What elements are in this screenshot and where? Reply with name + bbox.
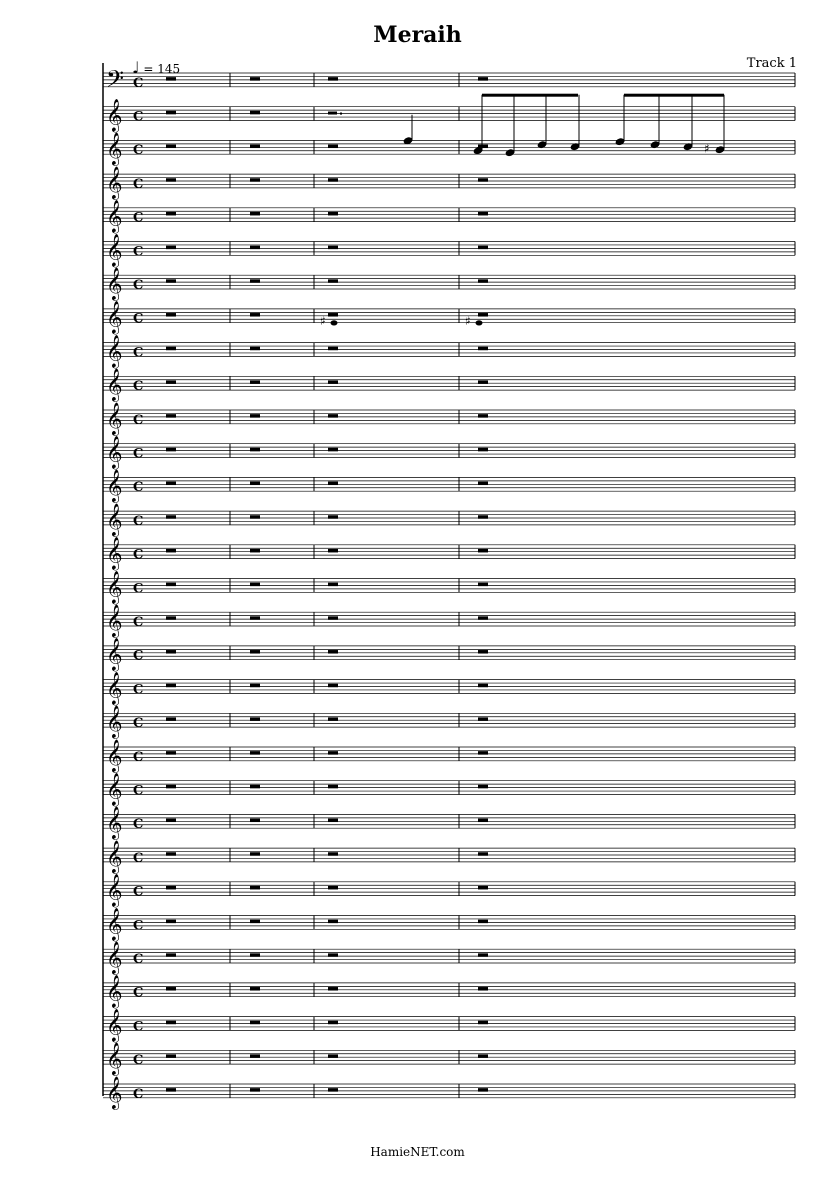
time-signature: C	[133, 817, 144, 833]
whole-rest	[328, 414, 338, 418]
whole-rest	[478, 212, 488, 216]
whole-rest	[250, 852, 260, 856]
whole-rest	[478, 920, 488, 924]
whole-rest	[166, 448, 176, 452]
staff	[103, 402, 795, 436]
whole-rest	[250, 751, 260, 755]
whole-rest	[166, 650, 176, 654]
whole-rest	[328, 751, 338, 755]
whole-rest	[166, 987, 176, 991]
time-signature: C	[133, 648, 144, 664]
staff	[103, 1076, 795, 1110]
staff	[103, 65, 795, 98]
whole-rest	[250, 1021, 260, 1025]
whole-rest	[478, 1021, 488, 1025]
treble-clef-icon: 𝄞	[106, 233, 123, 267]
rest-dot	[340, 112, 342, 114]
track-label: Track 1	[746, 56, 797, 71]
staff	[103, 1008, 795, 1042]
staff	[103, 368, 795, 402]
treble-clef-icon: 𝄞	[106, 839, 123, 873]
whole-rest	[166, 920, 176, 924]
whole-rest	[250, 1054, 260, 1058]
treble-clef-icon: 𝄞	[106, 570, 123, 604]
whole-rest	[478, 178, 488, 182]
whole-rest	[328, 515, 338, 519]
whole-rest	[250, 549, 260, 553]
whole-rest	[478, 549, 488, 553]
treble-clef-icon: 𝄞	[106, 502, 123, 536]
staff	[103, 99, 795, 133]
treble-clef-icon: 𝄞	[106, 132, 123, 166]
beam	[624, 94, 724, 97]
whole-rest	[166, 414, 176, 418]
time-signature: C	[133, 412, 144, 428]
time-signature: C	[133, 1019, 144, 1035]
whole-rest	[166, 1088, 176, 1092]
whole-rest	[250, 1088, 260, 1092]
whole-rest	[166, 246, 176, 250]
whole-rest	[478, 515, 488, 519]
whole-rest	[250, 414, 260, 418]
time-signature: C	[133, 547, 144, 563]
whole-rest	[250, 380, 260, 384]
whole-rest	[166, 178, 176, 182]
whole-rest	[328, 313, 338, 317]
time-signature: C	[133, 244, 144, 260]
quarter-note-icon: ♩	[132, 58, 140, 77]
time-signature: C	[133, 446, 144, 462]
treble-clef-icon: 𝄞	[106, 671, 123, 705]
whole-rest	[166, 313, 176, 317]
whole-rest	[166, 616, 176, 620]
time-signature: C	[133, 884, 144, 900]
staff	[103, 469, 795, 503]
whole-rest	[328, 279, 338, 283]
whole-rest	[328, 650, 338, 654]
whole-rest	[250, 448, 260, 452]
treble-clef-icon: 𝄞	[106, 1075, 123, 1109]
staff	[103, 537, 795, 571]
treble-clef-icon: 𝄞	[106, 974, 123, 1008]
whole-rest	[166, 785, 176, 789]
whole-rest	[328, 886, 338, 890]
time-signature: C	[133, 716, 144, 732]
treble-clef-icon: 𝄞	[106, 199, 123, 233]
sharp-icon: ♯	[320, 313, 326, 328]
time-signature: C	[133, 682, 144, 698]
whole-rest	[328, 448, 338, 452]
whole-rest	[478, 953, 488, 957]
whole-rest	[328, 987, 338, 991]
whole-rest	[166, 347, 176, 351]
whole-rest	[250, 920, 260, 924]
time-signature: C	[133, 615, 144, 630]
note-head	[476, 320, 483, 325]
whole-rest	[250, 819, 260, 823]
time-signature: C	[133, 952, 144, 967]
whole-rest	[166, 279, 176, 283]
treble-clef-icon: 𝄞	[106, 873, 123, 907]
whole-rest	[478, 785, 488, 789]
score-title: Meraih	[373, 22, 462, 48]
whole-rest	[166, 852, 176, 856]
whole-rest	[478, 77, 488, 81]
footer-credit: HamieNET.com	[370, 1145, 465, 1159]
time-signature: C	[133, 783, 144, 799]
whole-rest	[328, 347, 338, 351]
time-signature: C	[133, 1053, 144, 1069]
staff	[103, 436, 795, 470]
whole-rest	[166, 212, 176, 216]
whole-rest	[478, 684, 488, 688]
whole-rest	[328, 549, 338, 553]
whole-rest	[478, 1088, 488, 1092]
time-signature: C	[133, 749, 144, 765]
staff	[103, 1042, 795, 1076]
time-signature: C	[133, 75, 144, 91]
whole-rest	[250, 178, 260, 182]
treble-clef-icon: 𝄞	[106, 604, 123, 637]
time-signature: C	[133, 311, 144, 327]
whole-rest	[478, 650, 488, 654]
whole-rest	[166, 111, 176, 115]
whole-rest	[250, 886, 260, 890]
treble-clef-icon: 𝄞	[106, 907, 123, 941]
note-head	[331, 320, 338, 325]
whole-rest	[250, 212, 260, 216]
whole-rest	[328, 212, 338, 216]
treble-clef-icon: 𝄞	[106, 267, 123, 300]
whole-rest	[250, 616, 260, 620]
whole-rest	[166, 549, 176, 553]
whole-rest	[328, 380, 338, 384]
time-signature: C	[133, 850, 144, 866]
staff	[103, 267, 795, 301]
whole-rest	[328, 819, 338, 823]
treble-clef-icon: 𝄞	[106, 165, 123, 199]
whole-rest	[166, 482, 176, 486]
whole-rest	[328, 1021, 338, 1025]
whole-rest	[478, 717, 488, 721]
time-signature: C	[133, 345, 144, 361]
staff	[103, 301, 795, 335]
treble-clef-icon: 𝄞	[106, 941, 123, 974]
treble-clef-icon: 𝄞	[106, 705, 123, 739]
treble-clef-icon: 𝄞	[106, 401, 123, 435]
staff	[103, 166, 795, 200]
whole-rest	[478, 380, 488, 384]
whole-rest	[166, 886, 176, 890]
half-rest	[328, 112, 337, 115]
treble-clef-icon: 𝄞	[106, 334, 123, 368]
whole-rest	[328, 1054, 338, 1058]
staff	[103, 570, 795, 604]
treble-clef-icon: 𝄞	[106, 772, 123, 806]
whole-rest	[166, 1054, 176, 1058]
whole-rest	[166, 583, 176, 587]
whole-rest	[250, 246, 260, 250]
time-signature: C	[133, 379, 144, 395]
whole-rest	[478, 987, 488, 991]
staff	[103, 739, 795, 773]
whole-rest	[166, 819, 176, 823]
whole-rest	[478, 852, 488, 856]
whole-rest	[478, 886, 488, 890]
staff	[103, 806, 795, 840]
time-signature: C	[133, 109, 144, 125]
whole-rest	[250, 111, 260, 115]
staff	[103, 773, 795, 807]
whole-rest	[478, 448, 488, 452]
whole-rest	[328, 717, 338, 721]
staff	[103, 907, 795, 941]
time-signature: C	[133, 176, 144, 192]
tempo-value: = 145	[143, 62, 181, 76]
note-layer	[320, 94, 725, 328]
whole-rest	[328, 953, 338, 957]
treble-clef-icon: 𝄞	[106, 368, 123, 402]
whole-rest	[166, 717, 176, 721]
whole-rest	[328, 852, 338, 856]
treble-clef-icon: 𝄞	[106, 536, 123, 570]
whole-rest	[250, 279, 260, 283]
whole-rest	[166, 751, 176, 755]
whole-rest	[250, 347, 260, 351]
sharp-icon: ♯	[465, 313, 471, 328]
treble-clef-icon: 𝄞	[106, 300, 123, 334]
whole-rest	[166, 1021, 176, 1025]
staff	[103, 233, 795, 267]
staff	[103, 200, 795, 234]
whole-rest	[250, 650, 260, 654]
whole-rest	[328, 583, 338, 587]
treble-clef-icon: 𝄞	[106, 806, 123, 840]
treble-clef-icon: 𝄞	[106, 1042, 123, 1076]
whole-rest	[478, 819, 488, 823]
whole-rest	[478, 313, 488, 317]
whole-rest	[250, 583, 260, 587]
whole-rest	[478, 279, 488, 283]
whole-rest	[166, 953, 176, 957]
whole-rest	[250, 953, 260, 957]
whole-rest	[328, 920, 338, 924]
whole-rest	[250, 987, 260, 991]
whole-rest	[328, 178, 338, 182]
time-signature: C	[133, 513, 144, 529]
staff-system	[103, 63, 795, 1110]
treble-clef-icon: 𝄞	[106, 637, 123, 671]
whole-rest	[166, 515, 176, 519]
whole-rest	[478, 583, 488, 587]
whole-rest	[478, 482, 488, 486]
whole-rest	[250, 77, 260, 81]
whole-rest	[250, 482, 260, 486]
treble-clef-icon: 𝄞	[106, 98, 123, 132]
whole-rest	[250, 313, 260, 317]
staff	[103, 604, 795, 638]
whole-rest	[166, 380, 176, 384]
time-signature: C	[133, 581, 144, 597]
treble-clef-icon: 𝄞	[106, 1008, 123, 1042]
staff	[103, 941, 795, 975]
whole-rest	[328, 785, 338, 789]
sharp-icon: ♯	[704, 141, 710, 156]
time-signature: C	[133, 918, 144, 934]
whole-rest	[250, 684, 260, 688]
bass-clef-icon: 𝄢	[106, 64, 125, 98]
whole-rest	[250, 145, 260, 149]
whole-rest	[250, 515, 260, 519]
whole-rest	[478, 246, 488, 250]
time-signature: C	[133, 985, 144, 1001]
staff	[103, 503, 795, 537]
time-signature: C	[133, 143, 144, 159]
whole-rest	[328, 482, 338, 486]
whole-rest	[328, 145, 338, 149]
beam	[482, 94, 578, 97]
whole-rest	[250, 717, 260, 721]
whole-rest	[328, 77, 338, 81]
treble-clef-icon: 𝄞	[106, 469, 123, 503]
staff	[103, 132, 795, 166]
whole-rest	[166, 77, 176, 81]
whole-rest	[328, 684, 338, 688]
staff	[103, 975, 795, 1009]
staff	[103, 705, 795, 739]
staff	[103, 334, 795, 368]
time-signature: C	[133, 210, 144, 226]
whole-rest	[328, 1088, 338, 1092]
whole-rest	[250, 785, 260, 789]
time-signature: C	[133, 278, 144, 293]
whole-rest	[478, 616, 488, 620]
whole-rest	[478, 414, 488, 418]
whole-rest	[328, 616, 338, 620]
time-signature: C	[133, 480, 144, 496]
whole-rest	[478, 1054, 488, 1058]
staff	[103, 874, 795, 908]
time-signature: C	[133, 1086, 144, 1102]
whole-rest	[166, 684, 176, 688]
whole-rest	[478, 751, 488, 755]
staff	[103, 840, 795, 874]
staff	[103, 671, 795, 705]
whole-rest	[166, 145, 176, 149]
treble-clef-icon: 𝄞	[106, 738, 123, 772]
treble-clef-icon: 𝄞	[106, 435, 123, 469]
whole-rest	[478, 347, 488, 351]
whole-rest	[328, 246, 338, 250]
staff	[103, 638, 795, 672]
